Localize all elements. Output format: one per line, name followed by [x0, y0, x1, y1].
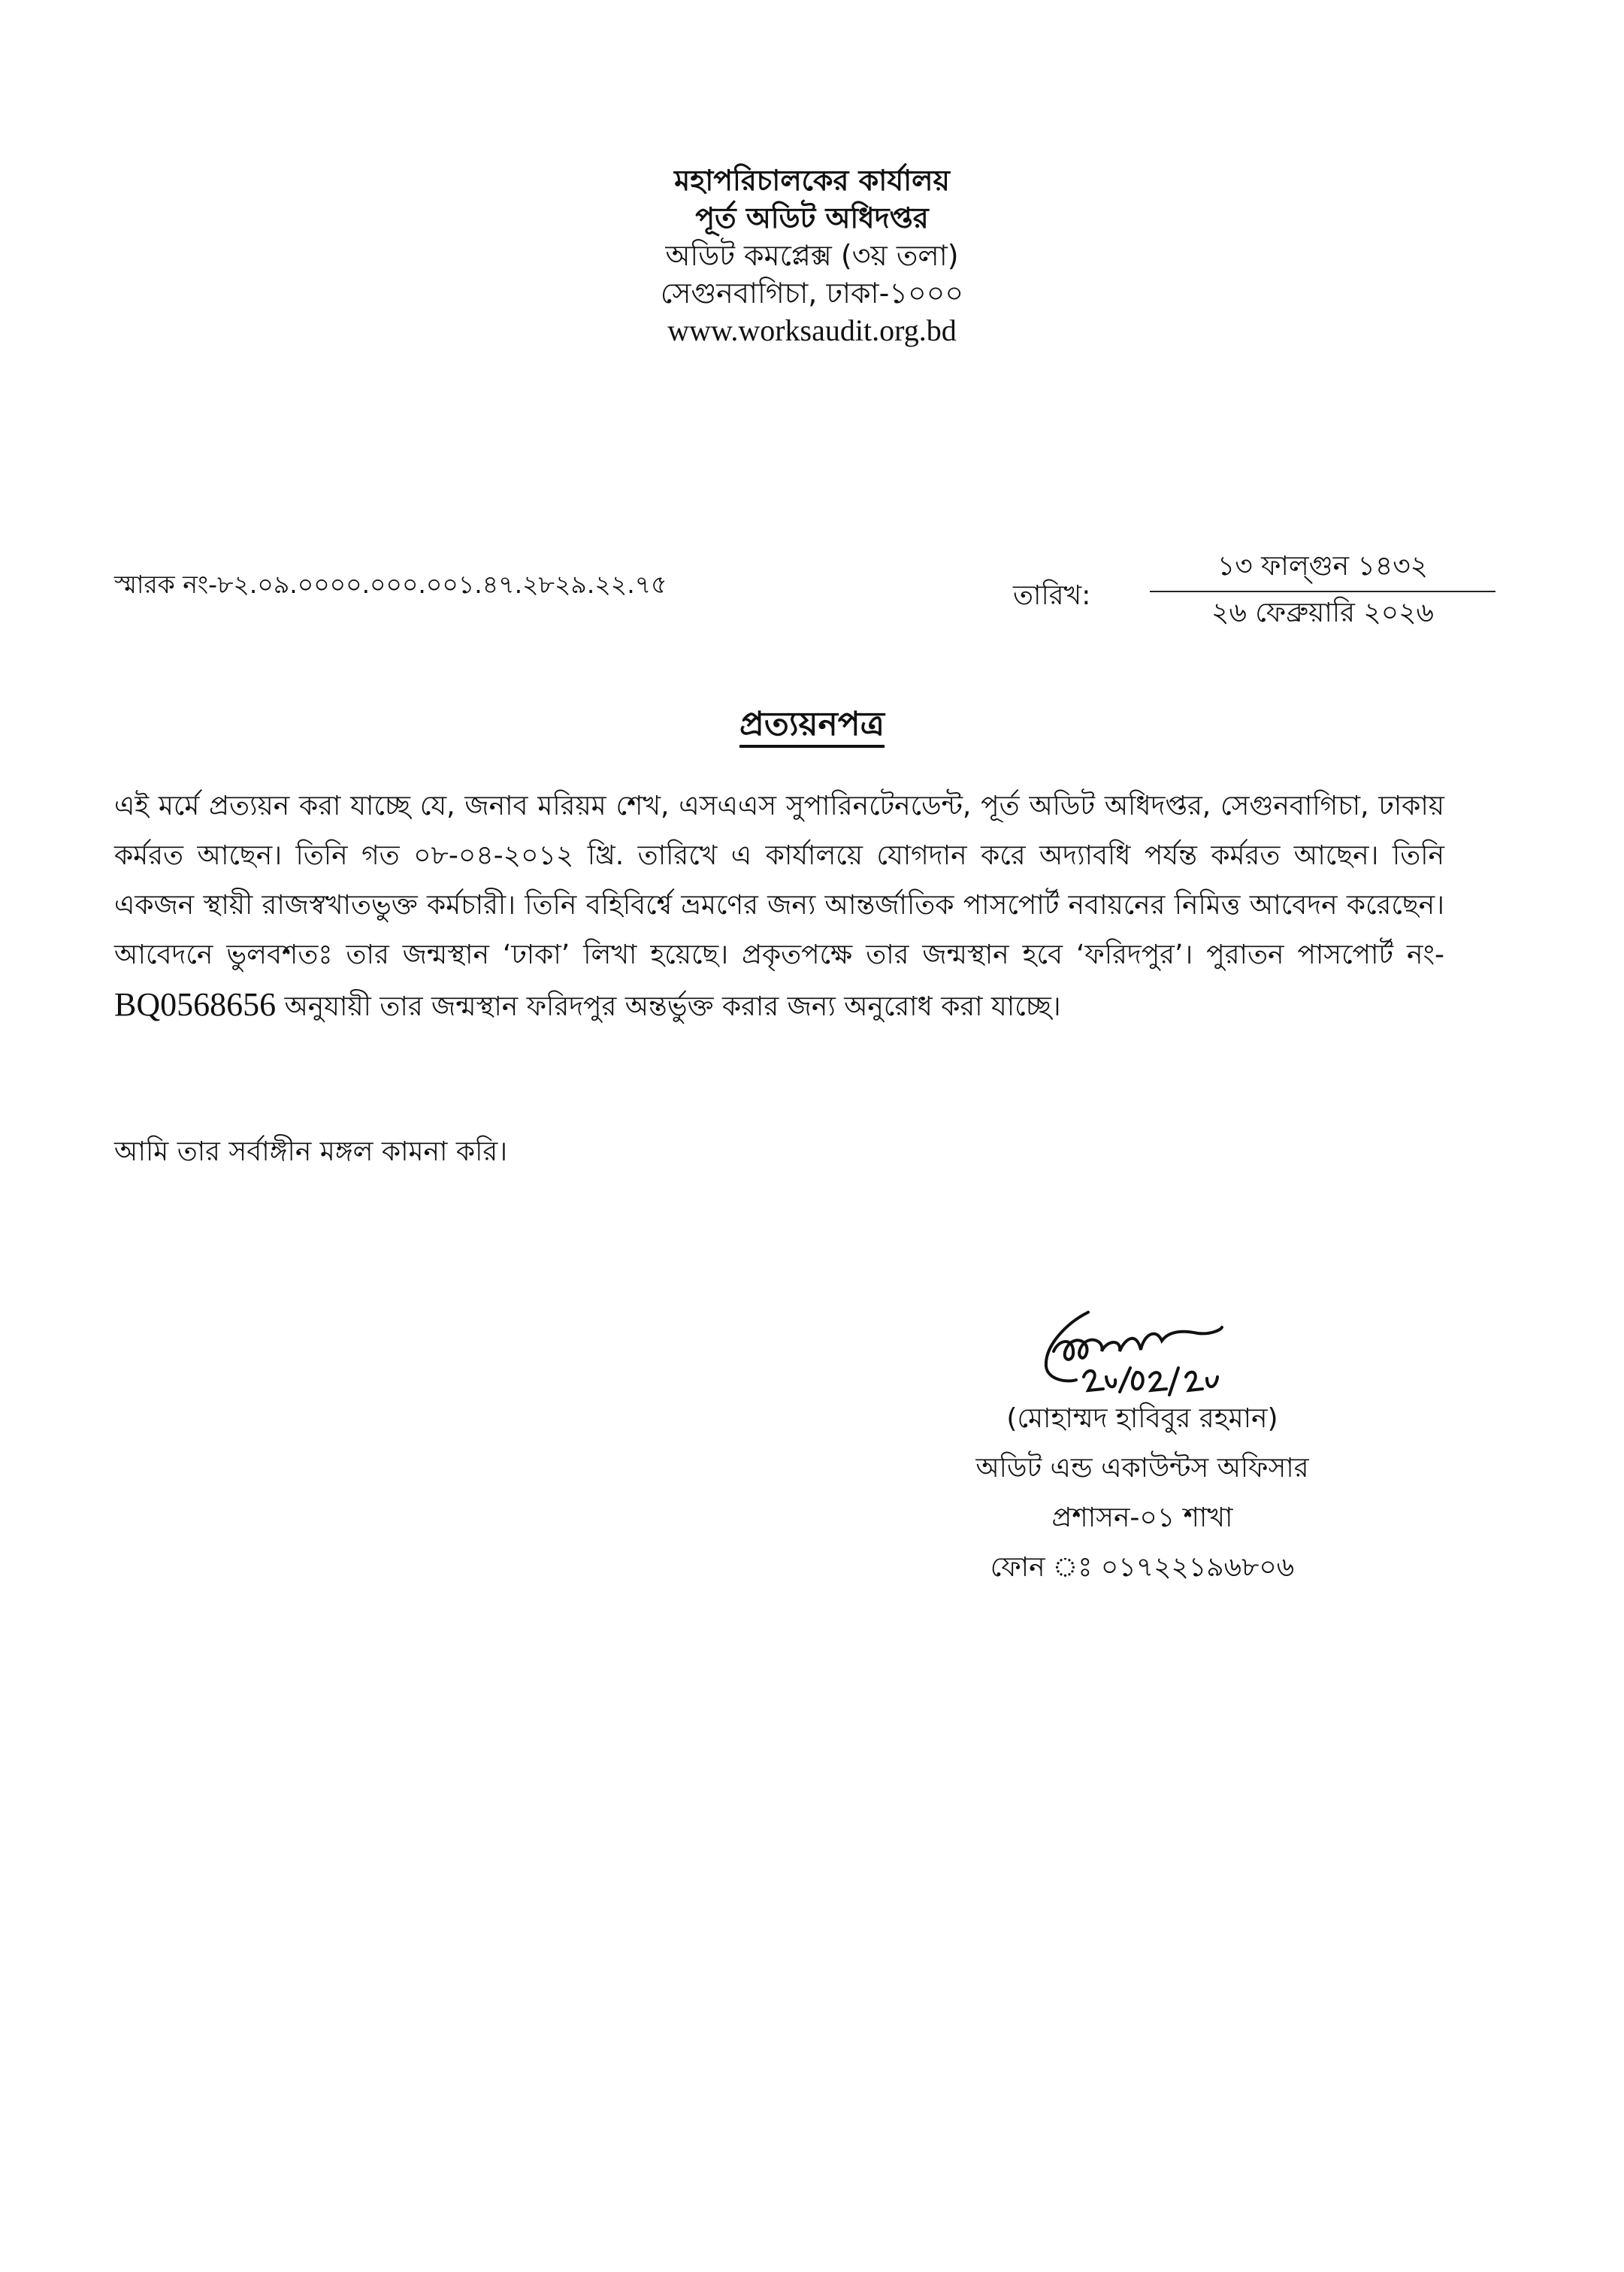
document-title: প্রত্যয়নপত্র	[739, 705, 885, 748]
body-text-part1: এই মর্মে প্রত্যয়ন করা যাচ্ছে যে, জনাব মরিয়ম শেখ, এসএএস সুপারিনটেনডেন্ট, পূর্ত অডিট অধিদপ্তর, সেগুনবাগিচা, ঢাকায় কর্মরত আছেন। তিনি গত ০৮-০৪-২০১২ খ্রি. তারিখে এ কার্যালয়ে যোগদান করে অদ্যাবধি পর্যন্ত কর্মরত আছেন। তিনি একজন স্থায়ী রাজস্বখাতভুক্ত কর্মচারী। তিনি বহিবির্শ্বে ভ্রমণের জন্য আন্তর্জাতিক পাসপোর্ট নবায়নের নিমিত্ত আবেদন করেছেন। আবেদনে ভুলবশতঃ তার জন্মস্থান ‘ঢাকা’ লিখা হয়েছে। প্রকৃতপক্ষে তার জন্মস্থান হবে ‘ফরিদপুর’। পুরাতন পাসপোর্ট নং-	[114, 791, 1444, 970]
signature-date-stroke	[1084, 1368, 1217, 1395]
signatory-block	[917, 1394, 1368, 1593]
certificate-body	[114, 782, 1444, 1032]
directorate-name: পূর্ত অডিট অধিদপ্তর	[695, 201, 929, 234]
signature-stroke	[1046, 1312, 1222, 1381]
signatory-designation: অডিট এন্ড একাউন্টস অফিসার	[975, 1453, 1309, 1484]
closing-line: আমি তার সর্বাঙ্গীন মঙ্গল কামনা করি।	[114, 1136, 508, 1167]
building-address: অডিট কমপ্লেক্স (৩য় তলা)	[665, 239, 959, 272]
letterhead	[0, 162, 1624, 349]
signatory-phone: ফোন ঃ ০১৭২২১৯৬৮০৬	[990, 1552, 1295, 1583]
memo-reference: স্মারক নং-৮২.০৯.০০০০.০০০.০০১.৪৭.২৮২৯.২২.৭৫	[114, 570, 667, 599]
passport-number: BQ0568656	[114, 986, 277, 1023]
date-gregorian: ২৬ ফেব্রুয়ারি ২০২৬	[1211, 597, 1434, 628]
office-name: মহাপরিচালকের কার্যালয়	[674, 164, 950, 197]
signatory-name: (মোহাম্মদ হাবিবুর রহমান)	[1006, 1403, 1278, 1434]
date-block	[1150, 547, 1495, 634]
date-bangla: ১৩ ফাল্গুন ১৪৩২	[1150, 547, 1495, 592]
body-text-part2: অনুযায়ী তার জন্মস্থান ফরিদপুর অন্তর্ভুক্ত করার জন্য অনুরোধ করা যাচ্ছে।	[276, 991, 1061, 1022]
date-label: তারিখ:	[1013, 580, 1091, 611]
website-link[interactable]: www.worksaudit.org.bd	[667, 313, 957, 347]
signatory-branch: প্রশাসন-০১ শাখা	[1051, 1502, 1233, 1533]
city-address: সেগুনবাগিচা, ঢাকা-১০০০	[660, 277, 964, 310]
handwritten-signature	[1037, 1308, 1293, 1398]
document-title-wrap	[0, 699, 1624, 754]
